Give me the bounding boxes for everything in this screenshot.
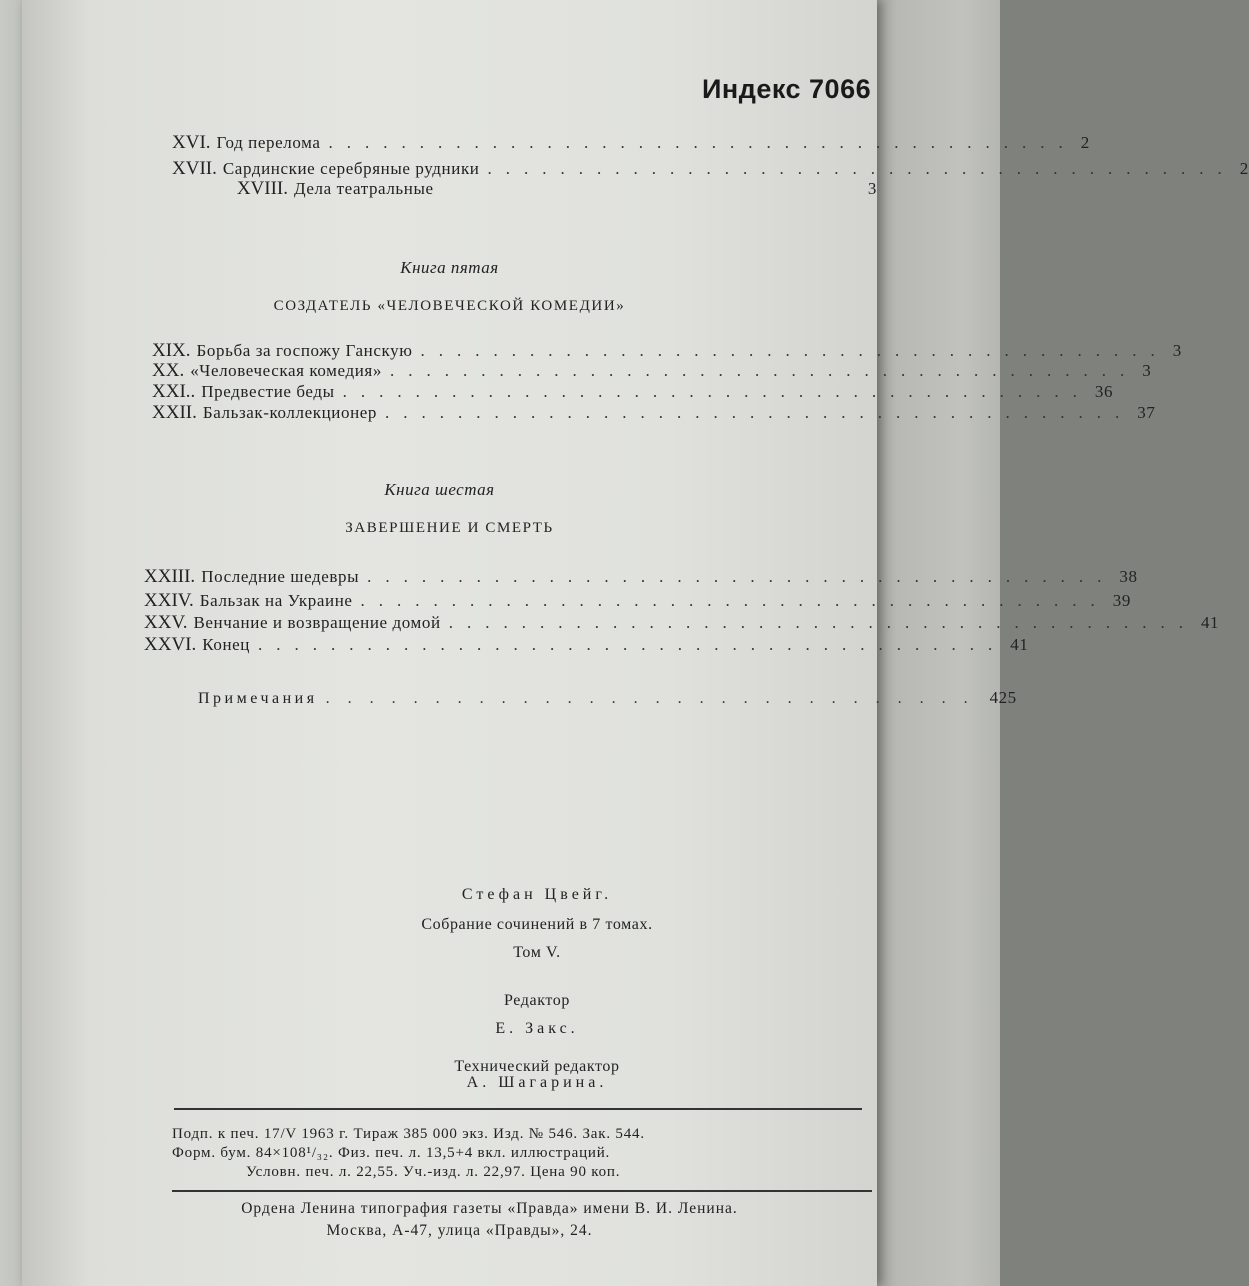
toc-page: 37: [1137, 403, 1156, 422]
toc-title: Предвестие беды: [201, 382, 335, 401]
toc-leader-dots: .........................................: [420, 341, 1169, 360]
toc-num: XVIII.: [236, 178, 288, 199]
toc-num: XIX.: [152, 340, 191, 361]
toc-title: «Человеческая комедия»: [190, 361, 382, 380]
book-title: ЗАВЕРШЕНИЕ И СМЕРТЬ: [345, 520, 554, 536]
toc-leader-dots: ..............................: [325, 690, 986, 707]
toc-leader-dots: .........................................: [385, 403, 1134, 422]
toc-entry: [152, 360, 1152, 382]
book-page: [22, 0, 1249, 1286]
book-title: СОЗДАТЕЛЬ «ЧЕЛОВЕЧЕСКОЙ КОМЕДИИ»: [273, 298, 626, 314]
toc-title: Сардинские серебряные рудники: [222, 159, 480, 178]
toc-entry: [144, 634, 1029, 656]
toc-title: Примечания: [198, 690, 318, 707]
toc-page: 36: [1094, 382, 1114, 401]
toc-page: 39: [1112, 591, 1131, 610]
toc-entry: [172, 178, 877, 200]
imprint-tech-editor-label: Технический редактор: [454, 1058, 620, 1075]
toc-entry: [152, 402, 1156, 424]
toc-num: XXII.: [152, 402, 197, 423]
toc-entry: [144, 612, 1220, 634]
imprint-tech-editor-name: А. Шагарина.: [466, 1074, 608, 1091]
divider: [172, 1190, 872, 1192]
toc-num: XVI.: [172, 132, 211, 153]
toc-num: XXIV.: [144, 590, 194, 611]
toc-page: 41: [1200, 613, 1220, 632]
toc-num: XXV.: [144, 612, 188, 633]
toc-title: Год перелома: [216, 133, 321, 152]
toc-entry: [172, 132, 1090, 154]
toc-entry: [172, 158, 1249, 180]
toc-num: XXVI.: [144, 634, 197, 655]
toc-title: Венчание и возвращение домой: [193, 613, 441, 632]
imprint-collection: Собрание сочинений в 7 томах.: [421, 916, 653, 933]
toc-page: 38: [1119, 567, 1138, 586]
printer-line: Ордена Ленина типография газеты «Правда» имени В. И. Ленина.: [241, 1200, 738, 1217]
print-details-line: Условн. печ. л. 22,55. Уч.-изд. л. 22,97. Цена 90 коп.: [246, 1164, 621, 1180]
toc-page: 3: [1142, 361, 1152, 380]
toc-notes-entry: [198, 688, 1017, 708]
imprint-editor-name: Е. Закс.: [495, 1020, 579, 1037]
toc-title: Борьба за госпожу Ганскую: [196, 341, 413, 360]
toc-entry: [152, 340, 1182, 362]
toc-page: 3: [867, 179, 877, 198]
book-label: Книга пятая: [400, 258, 499, 277]
divider: [174, 1108, 862, 1110]
toc-title: Бальзак-коллекционер: [202, 403, 378, 422]
imprint-author: Стефан Цвейг.: [461, 886, 613, 903]
toc-leader-dots: .........................................: [448, 613, 1197, 632]
toc-page: 3: [1172, 341, 1182, 360]
book-label: Книга шестая: [384, 480, 495, 499]
toc-num: XXI..: [152, 381, 196, 402]
toc-title: Последние шедевры: [201, 567, 360, 586]
toc-leader-dots: .........................................: [360, 591, 1109, 610]
toc-leader-dots: .........................................: [389, 361, 1139, 380]
toc-entry: [144, 590, 1131, 612]
toc-page: 425: [989, 688, 1017, 707]
toc-title: Дела театральные: [294, 179, 434, 198]
print-details-line: Форм. бум. 84×108¹/₃₂. Физ. печ. л. 13,5+4 вкл. иллюстраций.: [172, 1145, 611, 1161]
toc-entry: [152, 381, 1114, 403]
toc-leader-dots: .........................................: [487, 159, 1236, 178]
toc-leader-dots: .........................................: [328, 133, 1077, 152]
toc-title: Конец: [202, 635, 250, 654]
imprint-volume: Том V.: [513, 944, 561, 961]
printer-address: Москва, А-47, улица «Правды», 24.: [326, 1222, 593, 1239]
toc-page: 2: [1239, 159, 1249, 178]
toc-page: 41: [1010, 635, 1029, 654]
toc-num: XVII.: [172, 158, 217, 179]
toc-entry: [144, 566, 1138, 588]
imprint-editor-label: Редактор: [504, 992, 570, 1009]
toc-num: XX.: [152, 360, 185, 381]
print-details-line: Подп. к печ. 17/V 1963 г. Тираж 385 000 экз. Изд. № 546. Зак. 544.: [172, 1126, 645, 1142]
toc-leader-dots: .........................................: [367, 567, 1116, 586]
toc-num: XXIII.: [144, 566, 196, 587]
toc-leader-dots: .........................................: [342, 382, 1091, 401]
toc-page: 2: [1080, 133, 1090, 152]
toc-leader-dots: .........................................: [257, 635, 1007, 654]
index-label: Индекс 7066: [702, 74, 872, 104]
toc-title: Бальзак на Украине: [199, 591, 353, 610]
